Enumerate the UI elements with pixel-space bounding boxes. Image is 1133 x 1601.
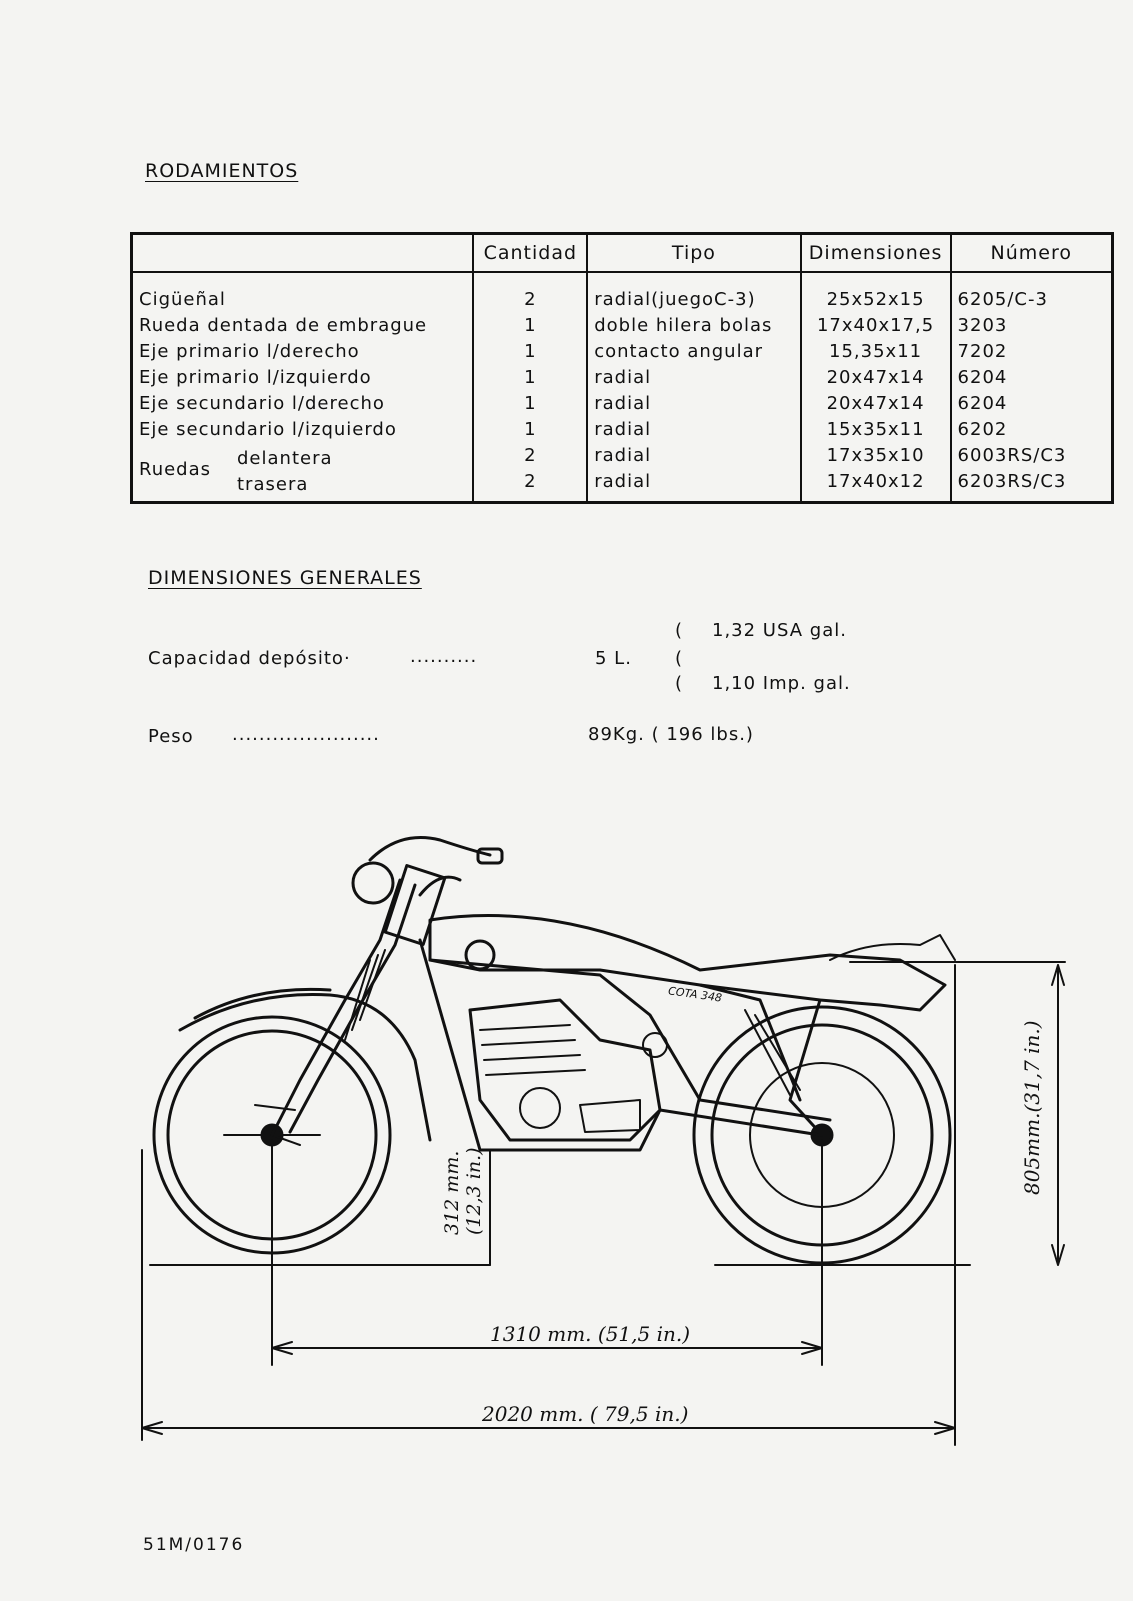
wheel-rear-label: trasera — [237, 474, 309, 495]
cell-num: 6204 — [951, 391, 1113, 417]
cell-qty: 2 — [473, 469, 587, 503]
bearings-heading: RODAMIENTOS — [145, 160, 299, 182]
cell-qty: 1 — [473, 313, 587, 339]
cell-dims: 15x35x11 — [801, 417, 951, 443]
weight-label: Peso — [148, 726, 194, 747]
cell-qty: 1 — [473, 339, 587, 365]
overall-length-label: 2020 mm. ( 79,5 in.) — [482, 1402, 689, 1426]
paren-open-3: ( — [675, 673, 684, 694]
cell-part: Eje primario l/derecho — [132, 339, 474, 365]
paren-open-2: ( — [675, 648, 684, 669]
cell-num: 6003RS/C3 — [951, 443, 1113, 469]
cell-type: radial — [587, 391, 800, 417]
cell-part: Cigüeñal — [132, 272, 474, 313]
cell-type: contacto angular — [587, 339, 800, 365]
header-numero: Número — [951, 234, 1113, 273]
tank-dots: .......... — [410, 646, 478, 667]
paren-open-1: ( — [675, 620, 684, 641]
tank-value: 5 L. — [595, 648, 632, 669]
cell-type: radial(juegoC-3) — [587, 272, 800, 313]
dimension-lines — [142, 962, 1065, 1445]
cell-dims: 20x47x14 — [801, 391, 951, 417]
document-code: 51M/0176 — [143, 1535, 245, 1555]
tank-and-frame — [420, 916, 955, 1150]
seat-height-label: 805mm.(31,7 in.) — [1020, 1020, 1044, 1195]
ground-clearance-in: (12,3 in.) — [463, 1147, 485, 1235]
header-dimensiones: Dimensiones — [801, 234, 951, 273]
cell-part: Eje secundario l/derecho — [132, 391, 474, 417]
tank-label: Capacidad depósito· — [148, 648, 351, 669]
cell-qty: 2 — [473, 272, 587, 313]
wheelbase-label: 1310 mm. (51,5 in.) — [490, 1322, 691, 1346]
cell-part: Eje secundario l/izquierdo — [132, 417, 474, 443]
cell-num: 3203 — [951, 313, 1113, 339]
cell-num: 6202 — [951, 417, 1113, 443]
header-tipo: Tipo — [587, 234, 800, 273]
cell-dims: 20x47x14 — [801, 365, 951, 391]
tank-usa-gal: 1,32 USA gal. — [712, 620, 847, 641]
weight-value: 89Kg. ( 196 lbs.) — [588, 724, 754, 745]
cell-dims: 15,35x11 — [801, 339, 951, 365]
wheel-front-label: delantera — [237, 448, 333, 469]
cell-qty: 1 — [473, 391, 587, 417]
tank-imp-gal: 1,10 Imp. gal. — [712, 673, 851, 694]
cell-qty: 1 — [473, 365, 587, 391]
cell-dims: 17x40x12 — [801, 469, 951, 503]
cell-type: radial — [587, 469, 800, 503]
cell-dims: 17x40x17,5 — [801, 313, 951, 339]
weight-dots: ...................... — [232, 724, 380, 745]
cell-part: Rueda dentada de embrague — [132, 313, 474, 339]
cell-qty: 1 — [473, 417, 587, 443]
cell-dims: 17x35x10 — [801, 443, 951, 469]
headlight-and-bars — [353, 838, 502, 904]
wheels-label: Ruedas — [139, 459, 212, 480]
cell-type: doble hilera bolas — [587, 313, 800, 339]
cell-num: 6204 — [951, 365, 1113, 391]
tank-decal: COTA 348 — [667, 984, 723, 1005]
ground-clearance-mm: 312 mm. — [441, 1150, 463, 1235]
header-cantidad: Cantidad — [473, 234, 587, 273]
cell-type: radial — [587, 365, 800, 391]
cell-num: 6203RS/C3 — [951, 469, 1113, 503]
cell-num: 6205/C-3 — [951, 272, 1113, 313]
cell-type: radial — [587, 417, 800, 443]
cell-num: 7202 — [951, 339, 1113, 365]
engine — [470, 1000, 667, 1140]
front-fork-and-fender — [180, 866, 445, 1140]
cell-qty: 2 — [473, 443, 587, 469]
cell-dims: 25x52x15 — [801, 272, 951, 313]
cell-part: Eje primario l/izquierdo — [132, 365, 474, 391]
general-heading: DIMENSIONES GENERALES — [148, 567, 422, 589]
cell-type: radial — [587, 443, 800, 469]
